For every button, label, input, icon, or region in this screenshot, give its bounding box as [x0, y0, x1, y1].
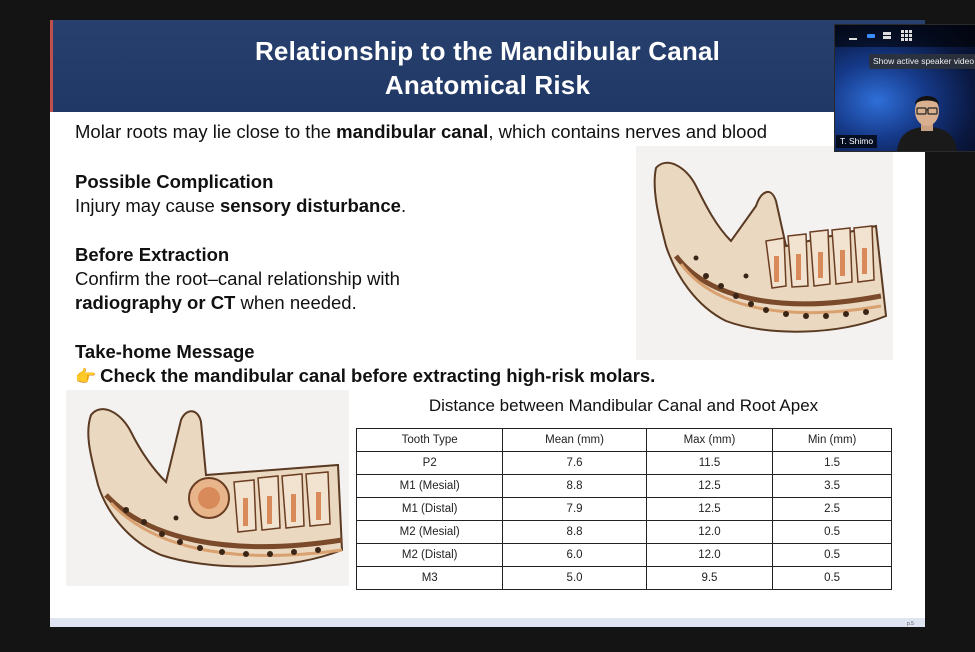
table-header-cell: Min (mm)	[773, 429, 892, 452]
table-row	[357, 544, 892, 567]
table-cell: 0.5	[773, 521, 892, 544]
complication-text-bold: sensory disturbance	[219, 195, 401, 216]
table-title: Distance between Mandibular Canal and Root Apex	[428, 396, 819, 415]
takehome-message	[75, 364, 655, 389]
table-cell: 11.5	[646, 452, 772, 475]
before-extraction-line2	[75, 291, 400, 315]
page-number: p.5	[907, 621, 914, 627]
table-cell: 3.5	[773, 475, 892, 498]
table-row	[357, 475, 892, 498]
before-extraction-line1: Confirm the root–canal relationship with	[75, 268, 400, 289]
pointing-hand-icon: 👉	[75, 367, 97, 386]
slide-subtitle: Anatomical Risk	[384, 70, 591, 100]
table-header-cell: Max (mm)	[646, 429, 772, 452]
table-header-row	[357, 429, 892, 452]
intro-text	[75, 121, 767, 143]
complication-text-end: .	[400, 195, 407, 216]
table-header-cell: Mean (mm)	[503, 429, 646, 452]
table-row	[357, 567, 892, 590]
video-controls-bar	[835, 25, 975, 47]
show-active-speaker-button[interactable]: Show active speaker video	[869, 54, 975, 69]
table-cell: 6.0	[503, 544, 646, 567]
table-header-cell: Tooth Type	[357, 429, 503, 452]
participant-video-feed	[897, 89, 957, 151]
table-cell: 1.5	[773, 452, 892, 475]
complication-section	[75, 170, 406, 218]
before-extraction-section	[75, 243, 400, 315]
slide-header	[50, 20, 925, 112]
table-cell: 0.5	[773, 567, 892, 590]
table-cell: 0.5	[773, 544, 892, 567]
mandible-impacted-drawing	[66, 390, 349, 586]
table-cell: M1 (Mesial)	[357, 475, 503, 498]
table-cell: 2.5	[773, 498, 892, 521]
before-extraction-line2-end: when needed.	[235, 292, 357, 313]
speaker-view-icon[interactable]	[866, 31, 876, 40]
filmstrip-icon[interactable]	[882, 31, 892, 40]
table-cell: M2 (Distal)	[357, 544, 503, 567]
table-cell: 9.5	[646, 567, 772, 590]
table-cell: 7.9	[503, 498, 646, 521]
takehome-message-text: Check the mandibular canal before extracting high-risk molars.	[100, 365, 656, 386]
table-cell: 12.0	[646, 544, 772, 567]
table-cell: P2	[357, 452, 503, 475]
table-row	[357, 521, 892, 544]
minimize-icon[interactable]	[848, 31, 858, 40]
takehome-heading: Take-home Message	[75, 341, 255, 362]
video-thumbnail[interactable]	[834, 24, 975, 152]
table-cell: 5.0	[503, 567, 646, 590]
before-extraction-heading: Before Extraction	[75, 244, 230, 265]
complication-text	[75, 194, 406, 218]
mandible-drawing	[636, 146, 893, 360]
mandible-illustration-left	[66, 390, 349, 586]
table-cell: 12.5	[646, 475, 772, 498]
complication-heading: Possible Complication	[75, 171, 274, 192]
table-cell: 12.0	[646, 521, 772, 544]
slide-footer-strip	[50, 618, 925, 627]
distance-table	[356, 428, 892, 590]
table-cell: M3	[357, 567, 503, 590]
participant-name: T. Shimo	[836, 135, 877, 148]
takehome-section	[75, 340, 655, 389]
table-cell: 7.6	[503, 452, 646, 475]
complication-text-start: Injury may cause	[75, 195, 220, 216]
intro-text-bold: mandibular canal	[336, 121, 489, 142]
slide-title: Relationship to the Mandibular Canal	[254, 36, 721, 66]
table-row	[357, 498, 892, 521]
table-cell: 8.8	[503, 521, 646, 544]
table-cell: M1 (Distal)	[357, 498, 503, 521]
table-cell: 8.8	[503, 475, 646, 498]
presentation-slide	[50, 20, 925, 627]
table-cell: M2 (Mesial)	[357, 521, 503, 544]
table-row	[357, 452, 892, 475]
mandible-illustration-right	[636, 146, 893, 360]
intro-text-end: , which contains nerves and blood	[488, 121, 768, 142]
intro-text-start: Molar roots may lie close to the	[75, 121, 337, 142]
table-cell: 12.5	[646, 498, 772, 521]
before-extraction-bold: radiography or CT	[75, 292, 236, 313]
gallery-grid-icon[interactable]	[901, 30, 912, 41]
